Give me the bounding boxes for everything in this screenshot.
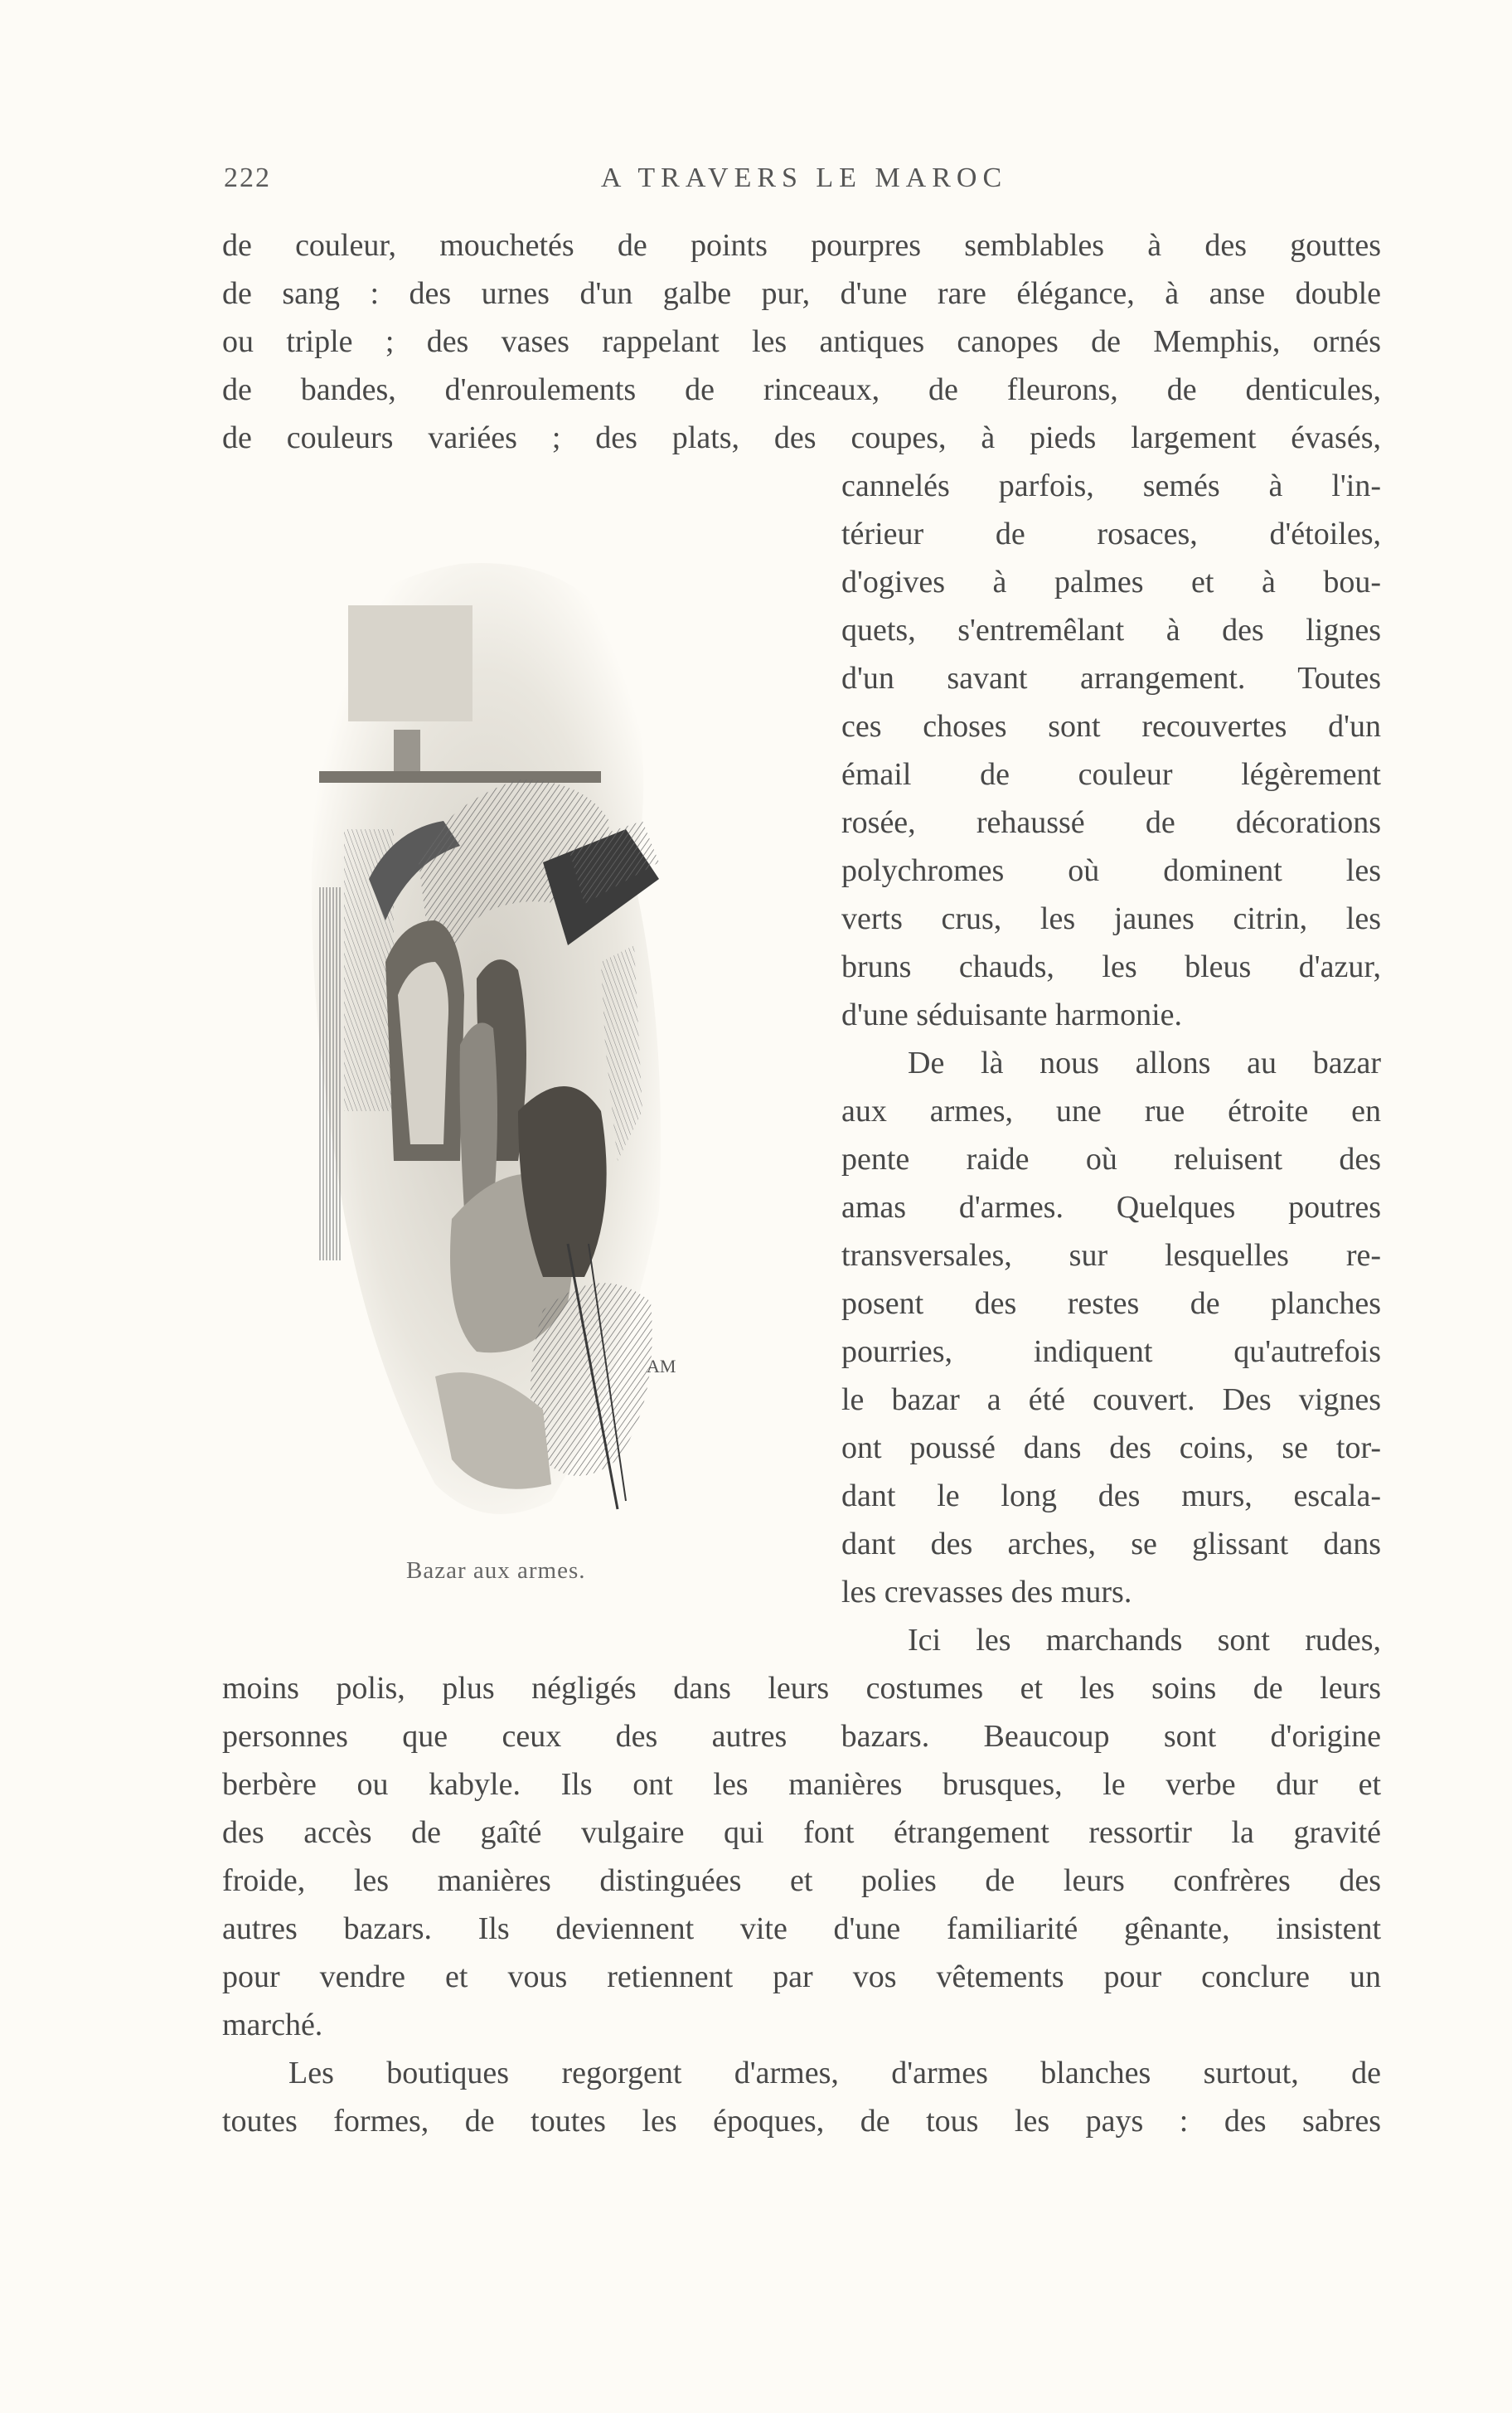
text-line: De là nous allons au bazar xyxy=(908,1046,1381,1080)
text-line: térieur de rosaces, d'étoiles, xyxy=(841,517,1381,551)
text-line: cannelés parfois, semés à l'in- xyxy=(841,469,1381,503)
text-line: autres bazars. Ils deviennent vite d'une familiarité gênante, insistent xyxy=(222,1911,1381,1946)
text-line: d'une séduisante harmonie. xyxy=(841,998,1183,1032)
text-line: froide, les manières distinguées et polies de leurs confrères des xyxy=(222,1863,1381,1898)
text-line: personnes que ceux des autres bazars. Beaucoup sont d'origine xyxy=(222,1719,1381,1754)
text-line: ou triple ; des vases rappelant les antiques canopes de Memphis, ornés xyxy=(222,324,1381,359)
text-line: ces choses sont recouvertes d'un xyxy=(841,709,1381,744)
text-line: aux armes, une rue étroite en xyxy=(841,1094,1381,1129)
text-line: de bandes, d'enroulements de rinceaux, de fleurons, de denticules, xyxy=(222,372,1381,407)
page-number: 222 xyxy=(224,163,271,193)
text-line: de sang : des urnes d'un galbe pur, d'une rare élégance, à anse double xyxy=(222,276,1381,311)
text-line: pourries, indiquent qu'autrefois xyxy=(841,1334,1381,1369)
text-line: transversales, sur lesquelles re- xyxy=(841,1238,1381,1273)
text-line: les crevasses des murs. xyxy=(841,1575,1132,1609)
text-line: d'ogives à palmes et à bou- xyxy=(841,565,1381,600)
text-line: dant des arches, se glissant dans xyxy=(841,1527,1381,1561)
text-line: quets, s'entremêlant à des lignes xyxy=(841,613,1381,648)
text-line: pente raide où reluisent des xyxy=(841,1142,1381,1177)
text-line: de couleur, mouchetés de points pourpres semblables à des gouttes xyxy=(222,228,1381,263)
running-title: A TRAVERS LE MAROC xyxy=(600,163,1008,193)
text-line: le bazar a été couvert. Des vignes xyxy=(841,1382,1381,1417)
text-line: Ici les marchands sont rudes, xyxy=(908,1623,1381,1658)
text-line: ont poussé dans des coins, se tor- xyxy=(841,1430,1381,1465)
text-line: marché. xyxy=(222,2008,323,2042)
page-header xyxy=(224,163,1384,212)
text-line: pour vendre et vous retiennent par vos vêtements pour conclure un xyxy=(222,1959,1381,1994)
text-line: rosée, rehaussé de décorations xyxy=(841,805,1381,840)
text-line: verts crus, les jaunes citrin, les xyxy=(841,901,1381,936)
bazar-engraving-graphic xyxy=(269,531,792,1542)
text-line: émail de couleur légèrement xyxy=(841,757,1381,792)
figure-caption: Bazar aux armes. xyxy=(406,1557,586,1584)
text-line: polychromes où dominent les xyxy=(841,853,1381,888)
bazar-illustration xyxy=(269,531,792,1542)
text-line: Les boutiques regorgent d'armes, d'armes blanches surtout, de xyxy=(288,2056,1381,2090)
text-line: de couleurs variées ; des plats, des coupes, à pieds largement évasés, xyxy=(222,420,1381,455)
text-line: dant le long des murs, escala- xyxy=(841,1478,1381,1513)
artist-signature: AM xyxy=(647,1356,676,1376)
text-line: des accès de gaîté vulgaire qui font étrangement ressortir la gravité xyxy=(222,1815,1381,1850)
text-line: bruns chauds, les bleus d'azur, xyxy=(841,949,1381,984)
text-line: amas d'armes. Quelques poutres xyxy=(841,1190,1381,1225)
text-line: posent des restes de planches xyxy=(841,1286,1381,1321)
text-line: toutes formes, de toutes les époques, de tous les pays : des sabres xyxy=(222,2104,1381,2139)
text-line: moins polis, plus négligés dans leurs costumes et les soins de leurs xyxy=(222,1671,1381,1706)
text-line: d'un savant arrangement. Toutes xyxy=(841,661,1381,696)
text-line: berbère ou kabyle. Ils ont les manières brusques, le verbe dur et xyxy=(222,1767,1381,1802)
